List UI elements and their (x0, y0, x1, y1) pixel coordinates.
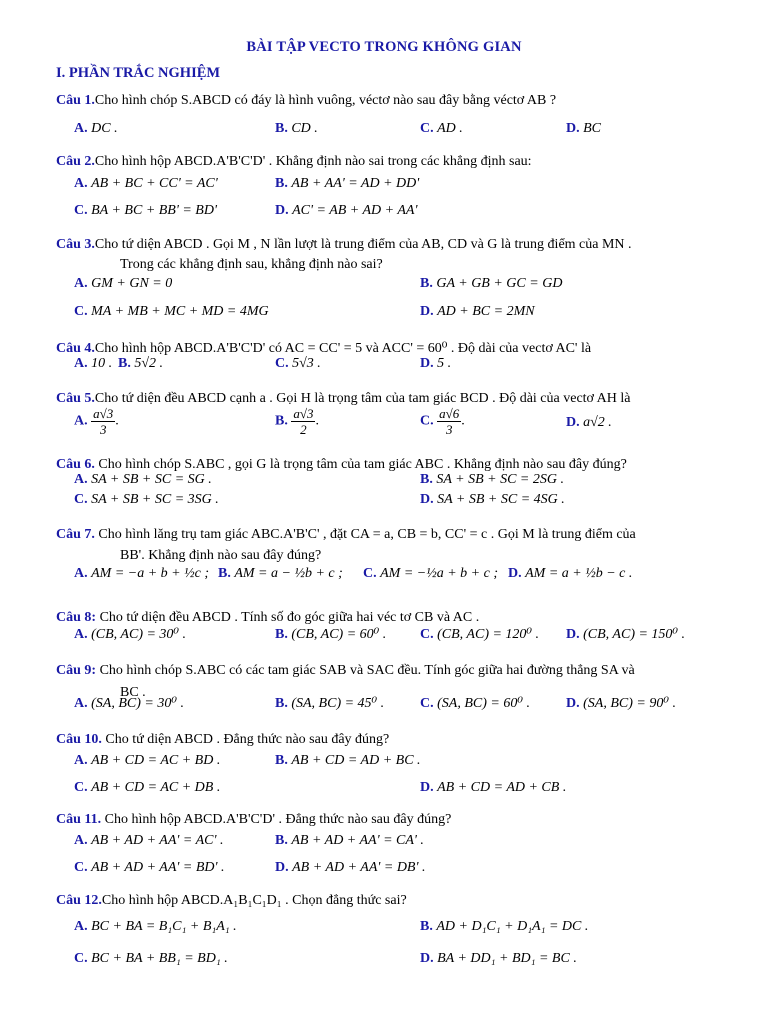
option-expression: AM = −a + b + ½c ; (91, 566, 210, 581)
option-expression: (SA, BC) = 60⁰ . (437, 696, 530, 711)
numerator: a√3 (293, 406, 314, 421)
option-letter: B. (275, 753, 288, 768)
answer-option-d[interactable] (508, 565, 632, 583)
option-letter: C. (74, 860, 88, 875)
answer-option-b[interactable] (275, 626, 386, 644)
option-expression: BC (583, 121, 602, 136)
question-text-continued: BC . (120, 685, 146, 700)
question-text: Cho hình hộp ABCD.A'B'C'D' có AC = CC' = 5 và ACC' = 60⁰ . Độ dài của vectơ AC' là (94, 341, 592, 356)
option-expression: AB + BC + CC' = AC' (91, 176, 218, 191)
answer-option-a[interactable] (74, 918, 237, 936)
option-expression: AB + AA' = AD + DD' (291, 176, 420, 191)
option-expression: 10 . (91, 356, 113, 371)
option-letter: A. (74, 413, 88, 429)
answer-option-b[interactable] (275, 752, 421, 770)
numerator: a√6 (439, 406, 460, 421)
answer-option-a[interactable]: A. $\frac{a√3}{3}$ . (74, 406, 119, 437)
question-text: Cho hình hộp ABCD.A₁B₁C₁D₁ . Chọn đẳng thức sai? (101, 893, 407, 908)
option-letter: C. (74, 780, 88, 795)
option-letter: A. (74, 176, 88, 191)
answer-option-a[interactable] (74, 175, 218, 193)
option-expression: AB + CD = AD + CB . (437, 780, 567, 795)
answer-option-a[interactable] (74, 471, 212, 489)
option-expression: (CB, AC) = 30⁰ . (91, 627, 187, 642)
answer-option-c[interactable] (363, 565, 498, 583)
answer-option-a[interactable] (74, 120, 118, 138)
document-title: BÀI TẬP VECTO TRONG KHÔNG GIAN (246, 39, 522, 55)
option-letter: A. (74, 566, 88, 581)
question-label: Câu 5. (56, 391, 95, 406)
option-letter: D. (420, 492, 434, 507)
option-letter: B. (275, 176, 288, 191)
question-label: Câu 7. (56, 527, 95, 542)
option-expression: AB + AD + AA' = AC' . (91, 833, 224, 848)
option-expression: AM = a + ½b − c . (525, 566, 633, 581)
option-expression: 5√2 . (134, 356, 164, 371)
option-letter: C. (420, 696, 434, 711)
option-letter: B. (420, 276, 433, 291)
option-expression: AB + CD = AD + BC . (291, 753, 421, 768)
option-letter: C. (420, 627, 434, 642)
question-1 (56, 92, 556, 110)
answer-option-a[interactable] (74, 626, 186, 644)
option-expression: SA + SB + SC = 4SG . (437, 492, 565, 507)
section-heading: I. PHẦN TRẮC NGHIỆM (56, 65, 221, 81)
question-2 (56, 153, 532, 171)
fraction (437, 406, 461, 437)
answer-option-b[interactable] (420, 275, 562, 293)
question-label: Câu 1. (56, 93, 95, 108)
option-expression: (CB, AC) = 120⁰ . (437, 627, 540, 642)
option-expression: AD + BC = 2MN (437, 304, 535, 319)
question-text: Cho hình hộp ABCD.A'B'C'D' . Đẳng thức nào sau đây đúng? (101, 812, 452, 827)
option-letter: A. (74, 121, 88, 136)
answer-option-d[interactable] (420, 303, 535, 321)
option-letter: B. (275, 833, 288, 848)
answer-option-d[interactable] (566, 120, 601, 138)
option-letter: A. (74, 627, 88, 642)
fraction (91, 406, 115, 437)
numerator: a√3 (93, 406, 114, 421)
answer-option-a[interactable] (74, 832, 223, 850)
option-letter: B. (118, 356, 131, 371)
question-7 (56, 526, 636, 544)
answer-option-a[interactable] (74, 355, 112, 373)
answer-option-c[interactable] (74, 859, 224, 877)
answer-option-d[interactable] (420, 779, 566, 797)
question-label: Câu 4. (56, 341, 95, 356)
option-expression: (SA, BC) = 30⁰ . (91, 696, 184, 711)
question-label: Câu 2. (56, 154, 95, 169)
answer-option-b[interactable] (275, 695, 384, 713)
option-expression: a√2 . (583, 415, 612, 430)
option-expression: BC + BA = B₁C₁ + B₁A₁ . (91, 919, 237, 934)
answer-option-a[interactable] (74, 275, 172, 293)
denominator: 3 (99, 422, 107, 437)
option-expression: BA + BC + BB' = BD' (91, 203, 217, 218)
option-expression: SA + SB + SC = SG . (91, 472, 212, 487)
option-letter: C. (275, 356, 289, 371)
answer-option-d[interactable] (566, 626, 685, 644)
option-expression: (CB, AC) = 60⁰ . (291, 627, 387, 642)
option-expression: AM = −½a + b + c ; (380, 566, 499, 581)
option-letter: A. (74, 356, 88, 371)
option-expression: BC + BA + BB₁ = BD₁ . (91, 951, 228, 966)
option-expression: AB + AD + AA' = BD' . (91, 860, 225, 875)
answer-option-c[interactable] (74, 303, 269, 321)
question-label: Câu 3. (56, 237, 95, 252)
answer-option-b[interactable] (118, 355, 163, 373)
option-expression: AM = a − ½b + c ; (234, 566, 343, 581)
option-expression: 5√3 . (292, 356, 321, 371)
question-text: Cho tứ diện ABCD . Đẳng thức nào sau đây đúng? (101, 732, 390, 747)
option-letter: C. (420, 413, 434, 429)
option-letter: D. (420, 304, 434, 319)
answer-option-a[interactable] (74, 565, 209, 583)
answer-option-d[interactable] (420, 355, 451, 373)
answer-option-b[interactable] (275, 175, 419, 193)
question-9 (56, 662, 635, 680)
question-label: Câu 6. (56, 457, 95, 472)
option-letter: B. (275, 121, 288, 136)
answer-option-b[interactable]: B. $\frac{a√3}{2}$ . (275, 406, 319, 437)
question-text: Cho tứ diện đều ABCD cạnh a . Gọi H là trọng tâm của tam giác BCD . Độ dài của vectơ AH là (94, 391, 631, 406)
option-letter: A. (74, 919, 88, 934)
option-letter: D. (566, 415, 580, 430)
answer-option-c[interactable] (420, 120, 463, 138)
answer-option-d[interactable] (275, 859, 425, 877)
question-text: Cho hình chóp S.ABCD có đáy là hình vuông, véctơ nào sau đây bằng véctơ AB ? (94, 93, 557, 108)
question-text-continued: BB'. Khẳng định nào sau đây đúng? (120, 548, 322, 563)
option-letter: A. (74, 753, 88, 768)
option-expression: AB + AD + AA' = CA' . (291, 833, 424, 848)
option-letter: C. (74, 304, 88, 319)
answer-option-b[interactable] (275, 832, 424, 850)
option-letter: A. (74, 696, 88, 711)
answer-option-c[interactable] (74, 491, 219, 509)
question-12 (56, 892, 407, 910)
answer-option-a[interactable] (74, 695, 184, 713)
question-text: Cho tứ diện đều ABCD . Tính số đo góc giữa hai véc tơ CB và AC . (96, 610, 480, 625)
question-text: Cho tứ diện ABCD . Gọi M , N lần lượt là trung điểm của AB, CD và G là trung điểm của MN . (94, 237, 632, 252)
option-expression: MA + MB + MC + MD = 4MG (91, 304, 269, 319)
option-letter: D. (566, 627, 580, 642)
option-expression: SA + SB + SC = 2SG . (436, 472, 564, 487)
option-expression: AD . (437, 121, 463, 136)
answer-option-b[interactable] (275, 120, 318, 138)
question-text-continued: Trong các khẳng định sau, khẳng định nào sai? (120, 257, 383, 272)
option-letter: C. (74, 492, 88, 507)
option-letter: A. (74, 833, 88, 848)
option-letter: D. (420, 951, 434, 966)
option-expression: SA + SB + SC = 3SG . (91, 492, 219, 507)
option-letter: C. (74, 203, 88, 218)
option-expression: GA + GB + GC = GD (436, 276, 563, 291)
option-letter: D. (566, 121, 580, 136)
option-expression: (SA, BC) = 45⁰ . (291, 696, 385, 711)
option-letter: D. (420, 356, 434, 371)
denominator: 3 (445, 422, 453, 437)
option-letter: B. (420, 919, 433, 934)
answer-option-d[interactable] (275, 202, 417, 220)
denominator: 2 (300, 422, 307, 437)
option-expression: AC' = AB + AD + AA' (292, 203, 418, 218)
answer-option-b[interactable] (420, 471, 564, 489)
option-expression: 5 . (437, 356, 452, 371)
question-8 (56, 609, 479, 627)
option-letter: B. (275, 696, 288, 711)
question-label: Câu 12. (56, 893, 102, 908)
fraction (291, 406, 315, 437)
question-text: Cho hình hộp ABCD.A'B'C'D' . Khẳng định nào sai trong các khẳng định sau: (94, 154, 532, 169)
answer-option-c[interactable] (420, 695, 530, 713)
answer-option-b[interactable] (420, 918, 588, 936)
option-letter: C. (363, 566, 377, 581)
option-letter: D. (508, 566, 522, 581)
question-11 (56, 811, 451, 829)
question-text: Cho hình chóp S.ABC , gọi G là trọng tâm của tam giác ABC . Khẳng định nào sau đây đúng? (94, 457, 627, 472)
option-expression: AD + D₁C₁ + D₁A₁ = DC . (436, 919, 589, 934)
question-label: Câu 8: (56, 610, 97, 625)
question-label: Câu 11. (56, 812, 102, 827)
option-letter: B. (420, 472, 433, 487)
option-letter: D. (275, 203, 289, 218)
answer-option-d[interactable] (566, 695, 676, 713)
answer-option-d[interactable] (420, 950, 577, 968)
question-10 (56, 731, 389, 749)
option-letter: D. (275, 860, 289, 875)
question-label: Câu 10. (56, 732, 102, 747)
option-letter: C. (420, 121, 434, 136)
answer-option-c[interactable] (74, 950, 228, 968)
option-letter: C. (74, 951, 88, 966)
option-letter: B. (275, 413, 288, 429)
option-expression: (CB, AC) = 150⁰ . (583, 627, 686, 642)
question-3 (56, 236, 632, 254)
option-letter: B. (275, 627, 288, 642)
option-expression: (SA, BC) = 90⁰ . (583, 696, 676, 711)
question-text: Cho hình chóp S.ABC có các tam giác SAB và SAC đều. Tính góc giữa hai đường thẳng SA và (96, 663, 635, 678)
answer-option-a[interactable] (74, 752, 220, 770)
option-letter: A. (74, 472, 88, 487)
answer-option-c[interactable] (275, 355, 321, 373)
answer-option-c[interactable] (420, 626, 539, 644)
answer-option-c[interactable] (74, 779, 220, 797)
option-letter: D. (566, 696, 580, 711)
option-letter: D. (420, 780, 434, 795)
option-expression: BA + DD₁ + BD₁ = BC . (437, 951, 577, 966)
answer-option-d[interactable] (566, 414, 612, 432)
option-expression: CD . (291, 121, 318, 136)
question-label: Câu 9: (56, 663, 97, 678)
option-letter: B. (218, 566, 231, 581)
option-expression: AB + AD + AA' = DB' . (292, 860, 426, 875)
question-5 (56, 390, 631, 408)
option-letter: A. (74, 276, 88, 291)
answer-option-b[interactable] (218, 565, 343, 583)
answer-option-c[interactable]: C. $\frac{a√6}{3}$ . (420, 406, 465, 437)
question-text: Cho hình lăng trụ tam giác ABC.A'B'C' , đặt CA = a, CB = b, CC' = c . Gọi M là trung điểm của (94, 527, 636, 542)
option-expression: AB + CD = AC + BD . (91, 753, 221, 768)
option-expression: GM + GN = 0 (91, 276, 173, 291)
option-expression: AB + CD = AC + DB . (91, 780, 221, 795)
answer-option-c[interactable] (74, 202, 217, 220)
answer-option-d[interactable] (420, 491, 565, 509)
option-expression: DC . (91, 121, 118, 136)
